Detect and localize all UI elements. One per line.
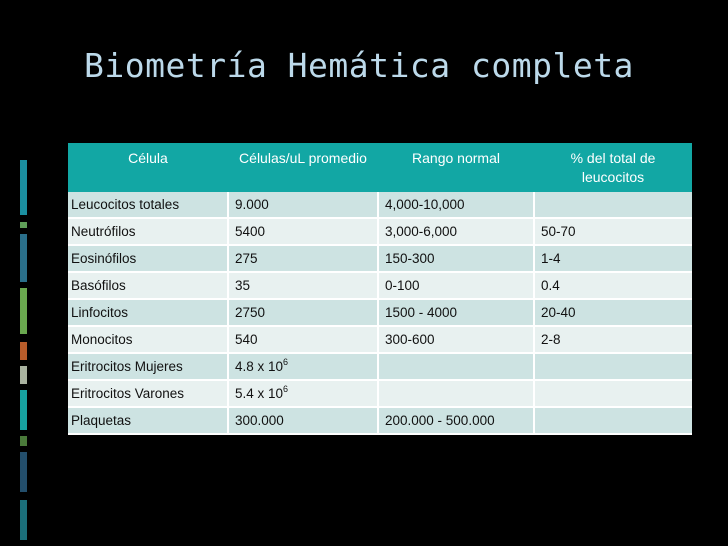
decorative-square (20, 288, 27, 334)
blood-count-table (68, 143, 692, 435)
table-cell: 50-70 (534, 218, 692, 245)
table-cell: 0.4 (534, 272, 692, 299)
table-cell: 1500 - 4000 (378, 299, 534, 326)
table-cell (534, 192, 692, 218)
table-header-row (68, 143, 692, 192)
table-row (68, 272, 692, 299)
table-cell: 150-300 (378, 245, 534, 272)
table-cell: 2-8 (534, 326, 692, 353)
table-cell: Plaquetas (68, 407, 228, 434)
exponent: 6 (283, 384, 289, 394)
decorative-square (20, 452, 27, 492)
decorative-square (20, 222, 27, 228)
table-cell (534, 380, 692, 407)
table-row (68, 407, 692, 434)
table-cell (534, 353, 692, 380)
table-cell: 1-4 (534, 245, 692, 272)
header-cell: Célula (68, 143, 228, 192)
table-row (68, 380, 692, 407)
cell-value: 4.8 x 10 (235, 359, 284, 374)
table-cell: Eritrocitos Mujeres (68, 353, 228, 380)
decorative-square (20, 366, 27, 384)
header-cell: Rango normal (378, 143, 534, 192)
exponent: 6 (283, 357, 289, 367)
table-cell (534, 407, 692, 434)
table-cell (228, 380, 378, 407)
table-cell: Linfocitos (68, 299, 228, 326)
table-cell: 9.000 (228, 192, 378, 218)
table-cell: Neutrófilos (68, 218, 228, 245)
table-cell: 20-40 (534, 299, 692, 326)
table-cell: Monocitos (68, 326, 228, 353)
table-cell: 275 (228, 245, 378, 272)
table-row (68, 326, 692, 353)
decorative-square (20, 390, 27, 430)
table-cell: 2750 (228, 299, 378, 326)
table-cell: 4,000-10,000 (378, 192, 534, 218)
table-cell: Basófilos (68, 272, 228, 299)
slide-title: Biometría Hemática completa (84, 46, 634, 85)
decorative-square (20, 342, 27, 360)
table-cell: 5400 (228, 218, 378, 245)
table-cell (378, 353, 534, 380)
table-cell: Eritrocitos Varones (68, 380, 228, 407)
table-row (68, 192, 692, 218)
table-cell: Leucocitos totales (68, 192, 228, 218)
table-row (68, 218, 692, 245)
table-cell: 200.000 - 500.000 (378, 407, 534, 434)
table-cell: Eosinófilos (68, 245, 228, 272)
table-cell: 300-600 (378, 326, 534, 353)
table-row (68, 353, 692, 380)
left-decorative-bar (0, 0, 30, 546)
cell-value: 5.4 x 10 (235, 386, 284, 401)
table-cell: 3,000-6,000 (378, 218, 534, 245)
header-cell: Células/uL promedio (228, 143, 378, 192)
decorative-square (20, 234, 27, 282)
table-cell (228, 353, 378, 380)
table-row (68, 245, 692, 272)
table-cell (378, 380, 534, 407)
table-cell: 540 (228, 326, 378, 353)
table-cell: 300.000 (228, 407, 378, 434)
table-cell: 0-100 (378, 272, 534, 299)
decorative-square (20, 500, 27, 540)
table-cell: 35 (228, 272, 378, 299)
decorative-square (20, 436, 27, 446)
header-cell: % del total de leucocitos (534, 143, 692, 192)
table-row (68, 299, 692, 326)
decorative-square (20, 160, 27, 215)
